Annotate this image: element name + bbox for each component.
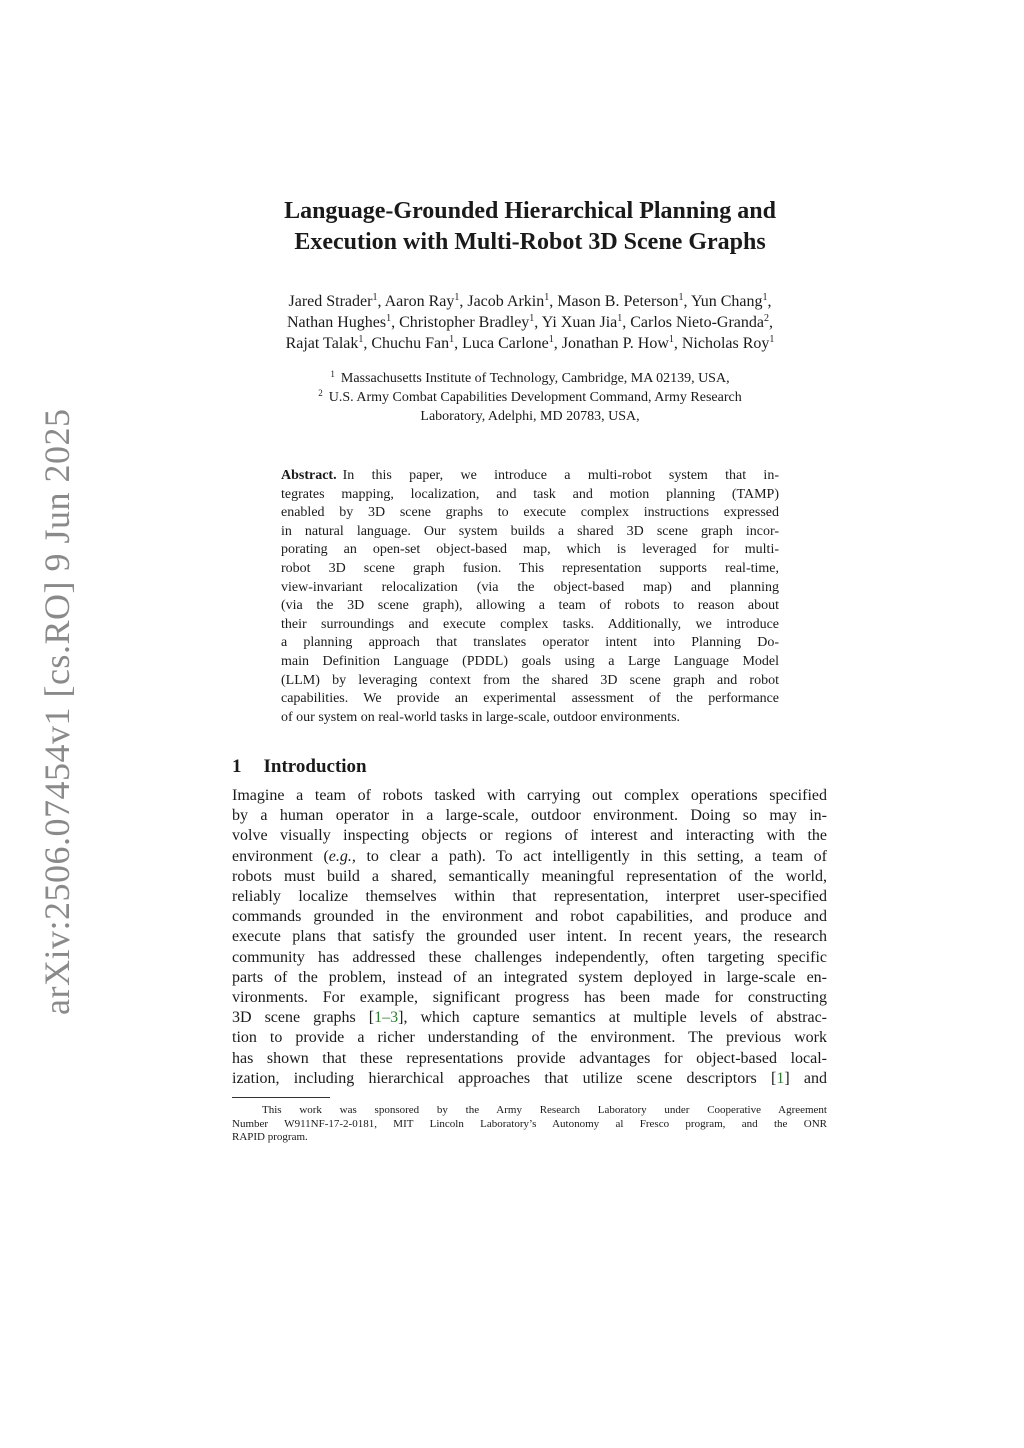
author-name: Mason B. Peterson xyxy=(557,293,679,310)
affiliation-mark: 1 xyxy=(529,313,535,324)
abstract-line: capabilities. We provide an experimental assessment of the performance xyxy=(281,691,779,707)
abstract-line: main Definition Language (PDDL) goals using a Large Language Model xyxy=(281,653,779,669)
citation-link: 1 xyxy=(776,1069,785,1087)
affiliation-number: 1 xyxy=(330,369,335,379)
affiliation-mark: 1 xyxy=(358,334,364,345)
body-line: commands grounded in the environment and robot capabilities, and produce and xyxy=(232,908,827,926)
affiliation-mark: 1 xyxy=(678,292,684,303)
citation-link: 1–3 xyxy=(374,1009,399,1027)
emphasis: e.g., xyxy=(328,847,356,865)
abstract-line: of our system on real-world tasks in large-scale, outdoor environments. xyxy=(281,709,681,725)
affiliation-mark: 1 xyxy=(668,334,674,345)
affiliation-mark: 1 xyxy=(769,334,775,345)
footnote-line: This work was sponsored by the Army Research Laboratory under Cooperative Agreement xyxy=(262,1104,827,1116)
abstract-line: (LLM) by leveraging context from the shared 3D scene graph and robot xyxy=(281,672,779,688)
body-line: environment (e.g., to clear a path). To act intelligently in this setting, a team of xyxy=(232,847,827,865)
title-line: Execution with Multi-Robot 3D Scene Graphs xyxy=(294,229,766,255)
author-name: Yun Chang xyxy=(690,293,763,310)
body-line: parts of the problem, instead of an integrated system deployed in large-scale en- xyxy=(232,968,827,986)
affiliation-list xyxy=(200,369,860,426)
body-line: ization, including hierarchical approaches that utilize scene descriptors [1] and xyxy=(232,1069,827,1087)
author-name: Jacob Arkin xyxy=(467,293,545,310)
affiliation-text: Laboratory, Adelphi, MD 20783, USA, xyxy=(420,409,640,424)
author-name: Rajat Talak xyxy=(285,335,359,352)
section-number: 1 xyxy=(232,756,242,777)
footnote-line: RAPID program. xyxy=(232,1131,308,1143)
author-name: Chuchu Fan xyxy=(371,335,450,352)
affiliation-mark: 1 xyxy=(372,292,378,303)
section-heading xyxy=(232,756,367,778)
introduction-body xyxy=(232,786,827,1089)
author-line: Jared Strader$^1$, Aaron Ray$^1$, Jacob Arkin$^1$, Mason B. Peterson$^1$, Yun Chang$^1$, xyxy=(288,292,772,310)
abstract-label: Abstract. xyxy=(281,468,337,483)
affiliation-text: U.S. Army Combat Capabilities Development Command, Army Research xyxy=(328,390,742,405)
footnote-divider xyxy=(232,1097,330,1098)
affiliation-mark: 2 xyxy=(763,313,769,324)
section-title: Introduction xyxy=(263,756,367,777)
body-line: reliably localize themselves within that representation, interpret user-specified xyxy=(232,888,827,906)
affiliation xyxy=(200,388,860,407)
body-line: 3D scene graphs [1–3], which capture semantics at multiple levels of abstrac- xyxy=(232,1009,827,1027)
abstract-line: Abstract. In this paper, we introduce a multi-robot system that in- xyxy=(281,468,779,483)
author-line: Nathan Hughes$^1$, Christopher Bradley$^1$, Yi Xuan Jia$^1$, Carlos Nieto-Granda$^2$, xyxy=(287,313,773,331)
abstract-line: a planning approach that translates operator intent into Planning Do- xyxy=(281,635,779,651)
abstract-line: porating an open-set object-based map, which is leveraged for multi- xyxy=(281,542,779,558)
author-name: Jared Strader xyxy=(288,293,373,310)
author-line: Rajat Talak$^1$, Chuchu Fan$^1$, Luca Carlone$^1$, Jonathan P. How$^1$, Nicholas Roy$^1$ xyxy=(285,334,775,352)
author-name: Nicholas Roy xyxy=(681,335,770,352)
affiliation-number: 2 xyxy=(318,388,323,398)
affiliation-mark: 1 xyxy=(762,292,768,303)
author-name: Carlos Nieto-Granda xyxy=(630,314,764,331)
affiliation-mark: 1 xyxy=(548,334,554,345)
body-line: execute plans that satisfy the grounded user intent. In recent years, the research xyxy=(232,928,827,946)
body-line: robots must build a shared, semantically meaningful representation of the world, xyxy=(232,867,827,885)
abstract-line: robot 3D scene graph fusion. This representation supports real-time, xyxy=(281,560,779,576)
abstract-line: enabled by 3D scene graphs to execute complex instructions expressed xyxy=(281,505,779,521)
author-name: Nathan Hughes xyxy=(287,314,387,331)
body-line: Imagine a team of robots tasked with carrying out complex operations specified xyxy=(232,787,827,804)
author-name: Luca Carlone xyxy=(462,335,549,352)
footnote xyxy=(232,1104,827,1145)
abstract-line: in natural language. Our system builds a shared 3D scene graph incor- xyxy=(281,523,779,539)
affiliation-mark: 1 xyxy=(386,313,392,324)
affiliation-mark: 1 xyxy=(544,292,550,303)
author-name: Christopher Bradley xyxy=(399,314,530,331)
footnote-line: Number W911NF-17-2-0181, MIT Lincoln Laboratory’s Autonomy al Fresco program, and the ONR xyxy=(232,1117,827,1130)
title-line: Language-Grounded Hierarchical Planning and xyxy=(284,198,776,224)
body-line: tion to provide a richer understanding of the environment. The previous work xyxy=(232,1029,827,1047)
abstract-line: tegrates mapping, localization, and task and motion planning (TAMP) xyxy=(281,486,779,502)
arxiv-identifier: arXiv:2506.07454v1 [cs.RO] 9 Jun 2025 xyxy=(37,408,77,1015)
body-line: by a human operator in a large-scale, outdoor environment. Doing so may in- xyxy=(232,807,827,825)
author-name: Yi Xuan Jia xyxy=(541,314,618,331)
affiliation-text: Massachusetts Institute of Technology, Cambridge, MA 02139, USA, xyxy=(340,371,730,386)
abstract xyxy=(281,467,779,727)
body-line: volve visually inspecting objects or regions of interest and interacting with the xyxy=(232,827,827,845)
abstract-line: view-invariant relocalization (via the object-based map) and planning xyxy=(281,579,779,595)
body-line: has shown that these representations provide advantages for object-based local- xyxy=(232,1049,827,1067)
affiliation-mark: 1 xyxy=(617,313,623,324)
abstract-line: their surroundings and execute complex tasks. Additionally, we introduce xyxy=(281,616,779,632)
affiliation xyxy=(200,369,860,388)
author-name: Jonathan P. How xyxy=(561,335,669,352)
affiliation-mark: 1 xyxy=(449,334,455,345)
body-line: vironments. For example, significant progress has been made for constructing xyxy=(232,989,827,1007)
author-name: Aaron Ray xyxy=(384,293,455,310)
body-line: community has addressed these challenges independently, often targeting specific xyxy=(232,948,827,966)
affiliation-mark: 1 xyxy=(454,292,460,303)
paper-title xyxy=(200,196,860,258)
abstract-line: (via the 3D scene graph), allowing a team of robots to reason about xyxy=(281,598,779,614)
author-list xyxy=(200,291,860,354)
affiliation xyxy=(200,407,860,426)
